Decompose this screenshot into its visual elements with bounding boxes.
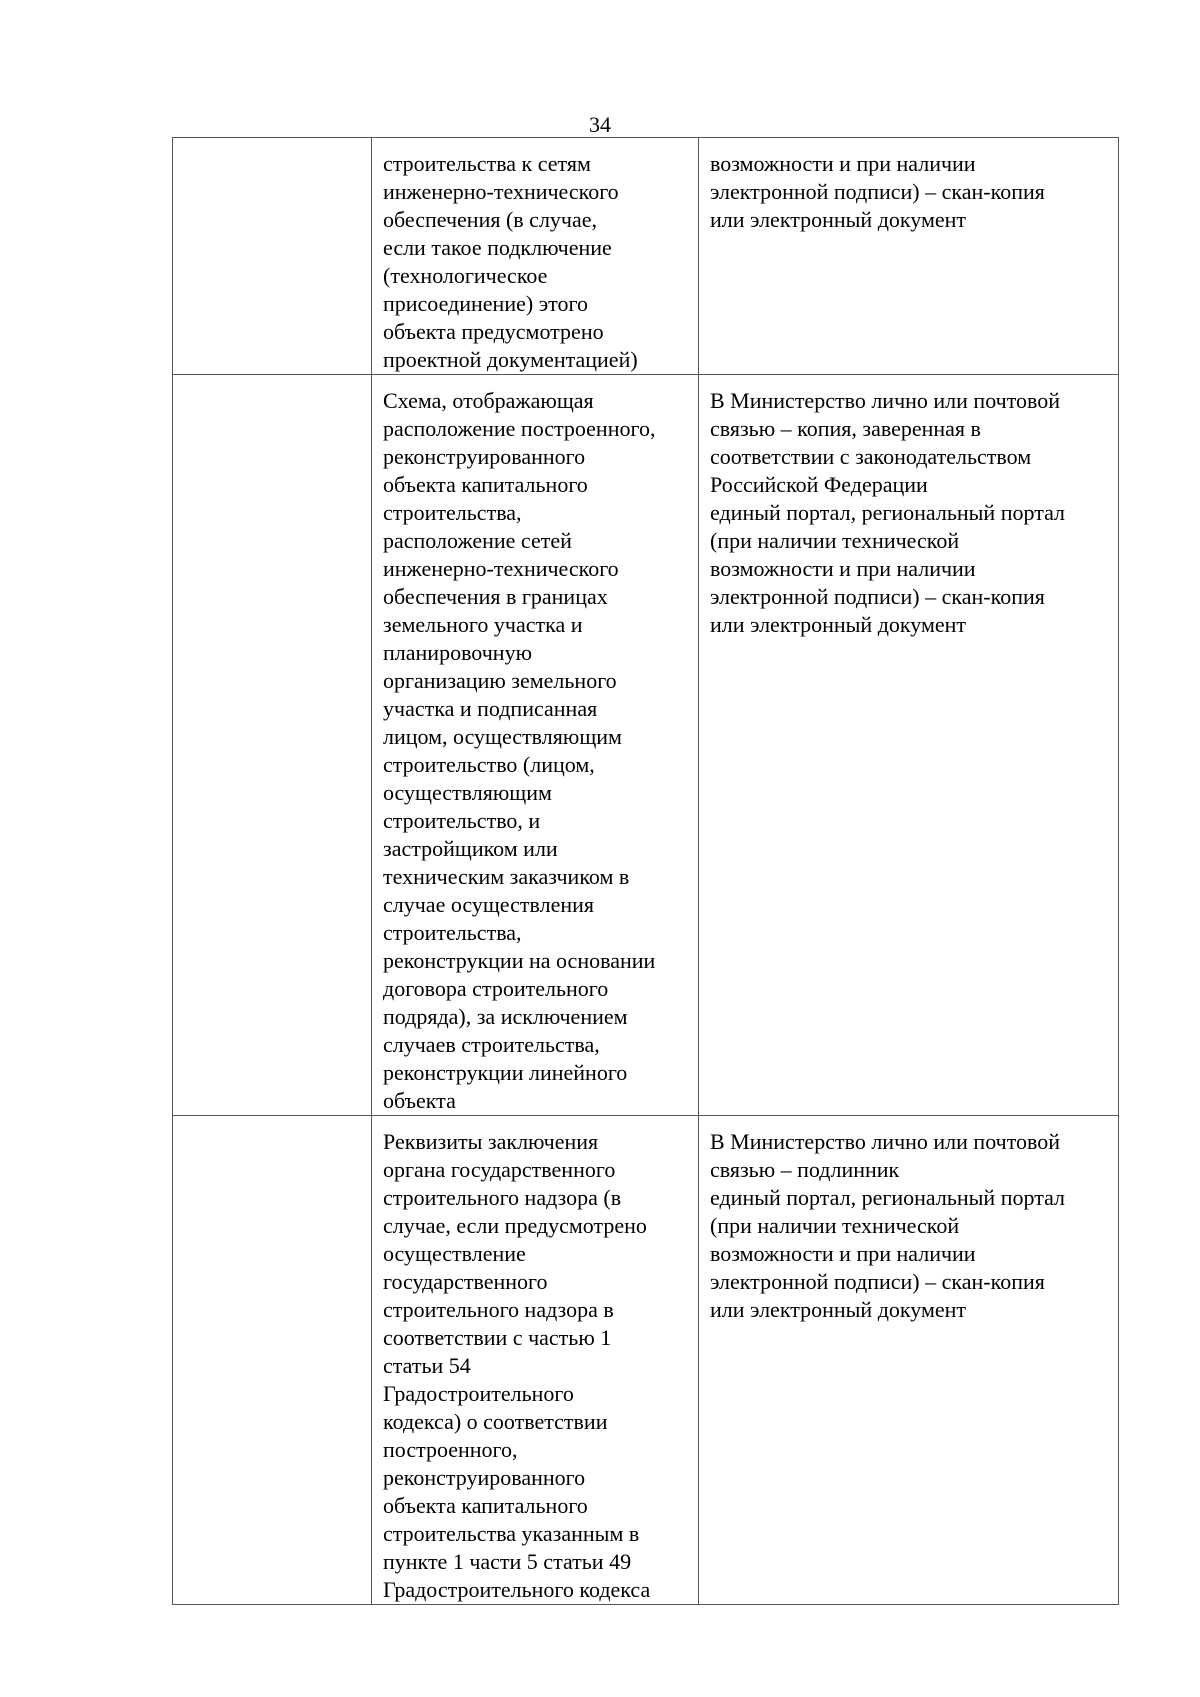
table-cell-document-name — [372, 138, 699, 375]
cell-text: возможности и при наличии электронной подписи) – скан-копия или электронный документ — [710, 151, 1045, 232]
cell-text: строительства к сетям инженерно-технического обеспечения (в случае, если такое подключение (технологическое присоединение) этого объекта предусмотрено проектной документацией) — [383, 151, 638, 372]
cell-text — [173, 1116, 371, 1128]
table-cell-empty — [173, 138, 372, 375]
page-number: 34 — [589, 112, 611, 137]
cell-text: Реквизиты заключения органа государственного строительного надзора (в случае, если предусмотрено осуществление государственного строительного надзора в соответствии с частью 1 статьи 54 Градостроительного кодекса) о соответствии построенного, реконструированного объекта капитального строительства указанным в пункте 1 части 5 статьи 49 Градостроительного кодекса — [383, 1129, 651, 1602]
table-cell-document-name — [372, 1116, 699, 1605]
table-row — [173, 375, 1119, 1116]
table-row — [173, 1116, 1119, 1605]
cell-text — [173, 375, 371, 387]
cell-text — [173, 138, 371, 150]
table-cell-submission-method — [699, 138, 1119, 375]
table-cell-empty — [173, 1116, 372, 1605]
table-cell-empty — [173, 375, 372, 1116]
cell-text: В Министерство лично или почтовой связью – подлинник единый портал, региональный портал (при наличии технической возможности и при наличии электронной подписи) – скан-копия или электронный документ — [710, 1129, 1066, 1322]
table-cell-document-name — [372, 375, 699, 1116]
document-table — [172, 137, 1119, 1605]
table-cell-submission-method — [699, 375, 1119, 1116]
table-row — [173, 138, 1119, 375]
table-cell-submission-method — [699, 1116, 1119, 1605]
cell-text: В Министерство лично или почтовой связью – копия, заверенная в соответствии с законодательством Российской Федерации единый портал, региональный портал (при наличии технической возможности и при наличии электронной подписи) – скан-копия или электронный документ — [710, 388, 1066, 637]
cell-text: Схема, отображающая расположение построенного, реконструированного объекта капитального строительства, расположение сетей инженерно-технического обеспечения в границах земельного участка и планировочную организацию земельного участка и подписанная лицом, осуществляющим строительство (лицом, осуществляющим строительство, и застройщиком или техническим заказчиком в случае осуществления строительства, реконструкции на основании договора строительного подряда), за исключением случаев строительства, реконструкции линейного объекта — [383, 388, 656, 1113]
